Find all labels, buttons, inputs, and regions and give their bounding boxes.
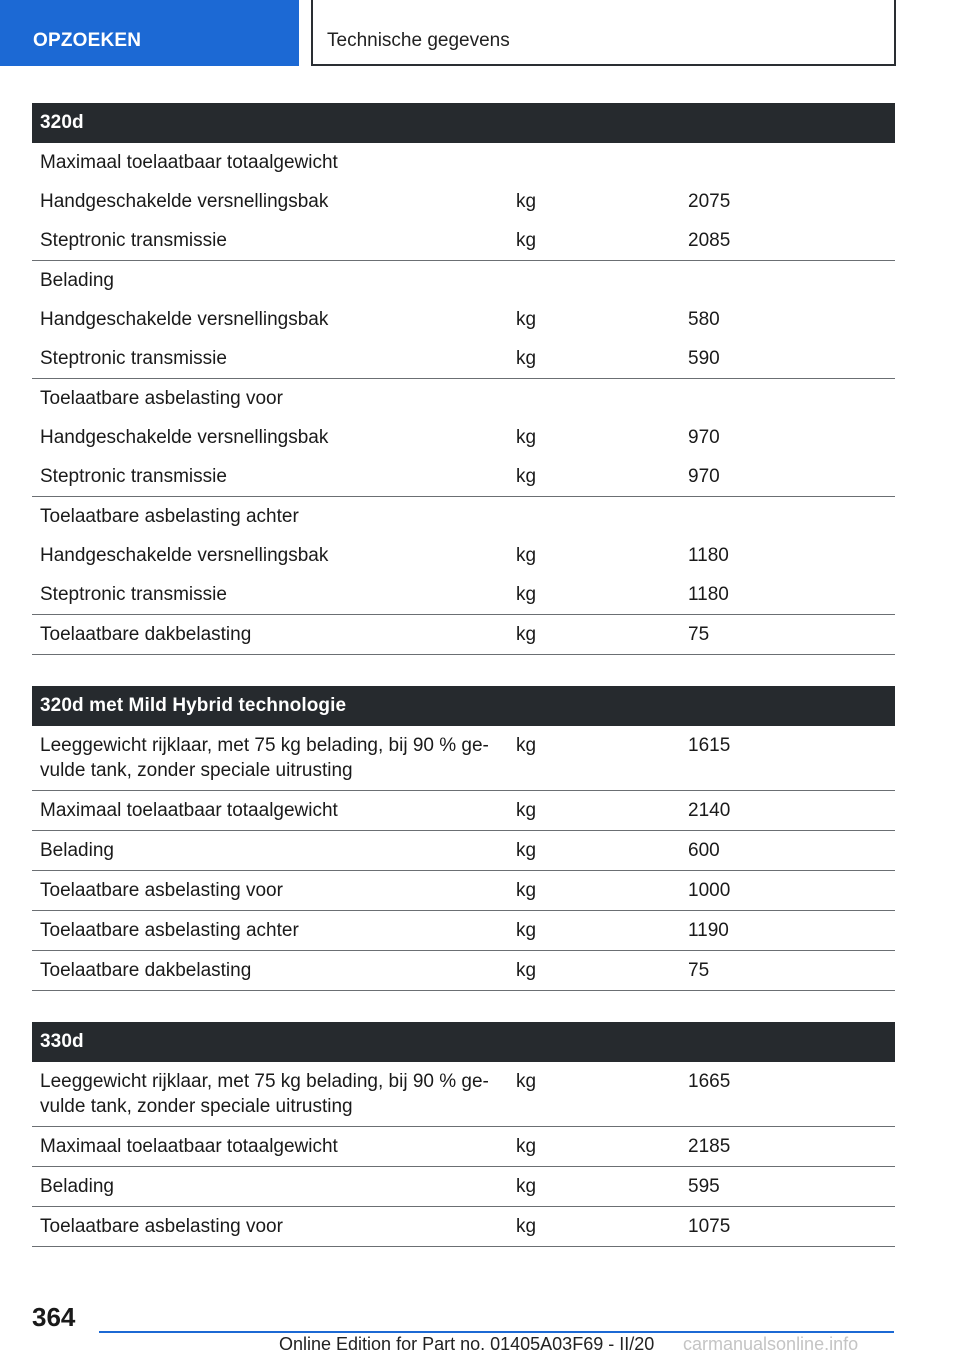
row-unit: kg (506, 1062, 678, 1127)
row-value: 75 (678, 615, 895, 655)
table-row (32, 497, 895, 537)
row-label: Leeggewicht rijklaar, met 75 kg belading, bij 90 % ge‐ vulde tank, zonder speciale uitrusting (32, 726, 506, 791)
table-row (32, 911, 895, 951)
section-title: Technische gegevens (311, 0, 896, 66)
row-value: 75 (678, 951, 895, 991)
row-unit (506, 261, 678, 301)
row-label: Toelaatbare asbelasting achter (40, 506, 299, 527)
row-unit (506, 379, 678, 419)
table-title: 330d (32, 1022, 895, 1062)
row-label: Leeggewicht rijklaar, met 75 kg belading, bij 90 % ge‐ vulde tank, zonder speciale uitrusting (32, 1062, 506, 1127)
row-unit: kg (506, 726, 678, 791)
row-label: Steptronic transmissie (32, 339, 506, 379)
row-unit: kg (506, 911, 678, 951)
row-value (678, 143, 895, 182)
row-label: Maximaal toelaatbaar totaalgewicht (40, 152, 338, 173)
row-unit: kg (506, 575, 678, 615)
table-row (32, 1062, 895, 1127)
table-row (32, 339, 895, 379)
row-label: Handgeschakelde versnellingsbak (40, 427, 329, 448)
footer-divider (99, 1331, 894, 1333)
row-label: Toelaatbare dakbelasting (32, 615, 506, 655)
row-label: Toelaatbare asbelasting voor (40, 388, 283, 409)
table-row (32, 457, 895, 497)
row-value: 600 (678, 831, 895, 871)
row-unit: kg (516, 545, 537, 566)
page-header (0, 0, 960, 66)
row-unit: kg (506, 1167, 678, 1207)
table-row (32, 261, 895, 301)
row-label: Maximaal toelaatbaar totaalgewicht (32, 1127, 506, 1167)
row-unit (506, 143, 678, 182)
table-row (32, 951, 895, 991)
table-row (32, 615, 895, 655)
row-value: 590 (678, 339, 895, 379)
row-value: 1075 (678, 1207, 895, 1247)
table-row (32, 831, 895, 871)
table-title: 320d (32, 103, 895, 143)
table-row (32, 726, 895, 791)
row-label: Belading (32, 831, 506, 871)
row-unit: kg (506, 951, 678, 991)
row-label: Belading (32, 1167, 506, 1207)
row-value (678, 497, 895, 537)
row-value: 1615 (678, 726, 895, 791)
table-row (32, 418, 895, 457)
row-unit: kg (516, 309, 537, 330)
table-row (32, 221, 895, 261)
row-value: 595 (678, 1167, 895, 1207)
table-row (32, 300, 895, 339)
row-unit: kg (506, 457, 678, 497)
row-label: Toelaatbare dakbelasting (32, 951, 506, 991)
row-value: 1190 (678, 911, 895, 951)
spec-tables (32, 103, 895, 1278)
row-unit: kg (506, 791, 678, 831)
spec-table (32, 686, 895, 991)
row-label: Toelaatbare asbelasting achter (32, 911, 506, 951)
row-value: 2140 (678, 791, 895, 831)
row-label: Handgeschakelde versnellingsbak (40, 191, 329, 212)
row-unit: kg (516, 191, 537, 212)
row-unit: kg (506, 871, 678, 911)
row-label: Steptronic transmissie (32, 575, 506, 615)
row-value: 1180 (688, 545, 729, 566)
row-value: 1180 (678, 575, 895, 615)
row-unit: kg (506, 831, 678, 871)
row-unit (506, 497, 678, 537)
page-number: 364 (32, 1302, 76, 1332)
table-row (32, 575, 895, 615)
row-unit: kg (506, 1127, 678, 1167)
table-row (32, 143, 895, 182)
table-row (32, 1167, 895, 1207)
table-title: 320d met Mild Hybrid technologie (32, 686, 895, 726)
spec-table (32, 103, 895, 655)
row-unit: kg (506, 339, 678, 379)
row-value (678, 261, 895, 301)
row-value: 970 (688, 427, 720, 448)
row-value: 2185 (678, 1127, 895, 1167)
row-value: 970 (678, 457, 895, 497)
row-label: Toelaatbare asbelasting voor (32, 871, 506, 911)
row-label: Handgeschakelde versnellingsbak (40, 545, 329, 566)
table-row (32, 1207, 895, 1247)
row-label: Maximaal toelaatbaar totaalgewicht (32, 791, 506, 831)
lookup-tab[interactable]: OPZOEKEN (0, 0, 299, 66)
table-row (32, 791, 895, 831)
row-label: Handgeschakelde versnellingsbak (40, 309, 329, 330)
table-row (32, 379, 895, 419)
row-label: Toelaatbare asbelasting voor (32, 1207, 506, 1247)
edition-note: Online Edition for Part no. 01405A03F69 - II/20 (279, 1334, 655, 1354)
row-label: Steptronic transmissie (32, 457, 506, 497)
row-unit: kg (506, 1207, 678, 1247)
table-row (32, 536, 895, 575)
watermark: carmanualsonline.info (683, 1334, 859, 1354)
row-value: 1000 (678, 871, 895, 911)
row-unit: kg (506, 615, 678, 655)
row-value: 1665 (678, 1062, 895, 1127)
row-unit: kg (506, 221, 678, 261)
row-label: Belading (40, 270, 114, 291)
row-value (678, 379, 895, 419)
row-value: 2085 (678, 221, 895, 261)
table-row (32, 1127, 895, 1167)
row-value: 2075 (688, 191, 731, 212)
table-row (32, 871, 895, 911)
row-label: Steptronic transmissie (32, 221, 506, 261)
row-unit: kg (516, 427, 537, 448)
table-row (32, 182, 895, 221)
spec-table (32, 1022, 895, 1247)
row-value: 580 (688, 309, 720, 330)
